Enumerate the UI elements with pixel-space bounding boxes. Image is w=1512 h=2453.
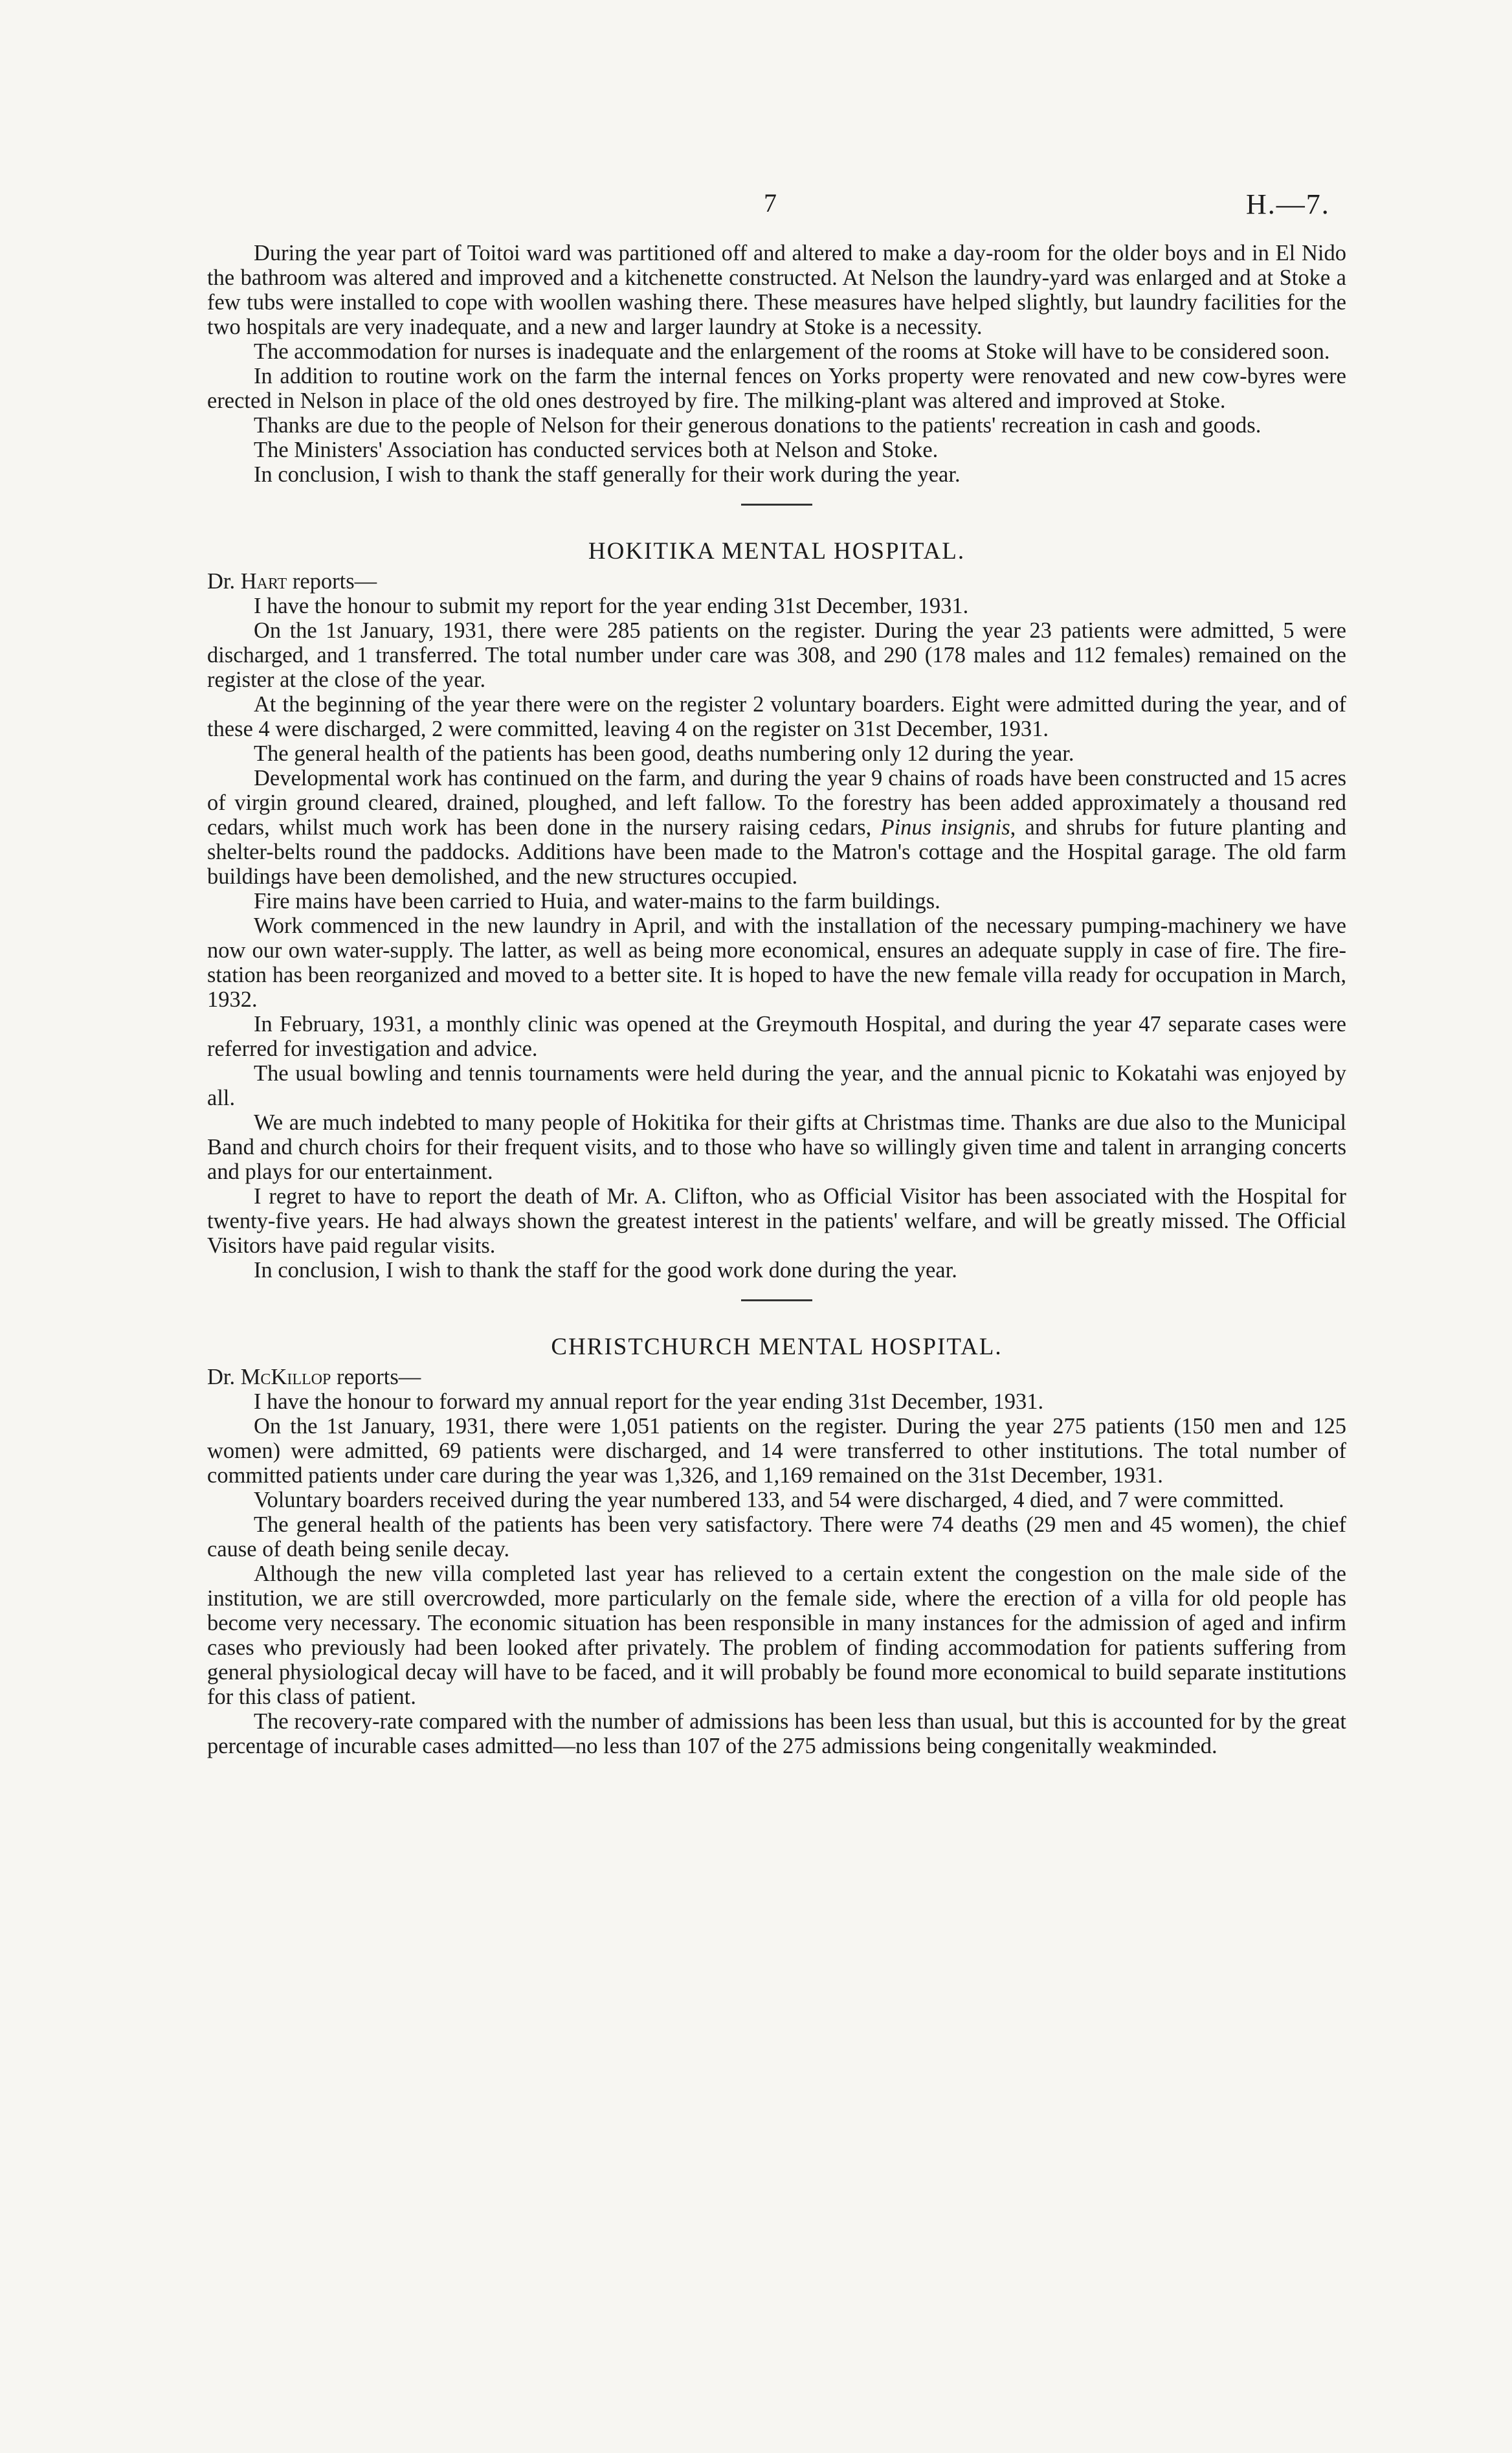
paragraph: We are much indebted to many people of Hokitika for their gifts at Christmas time. Thanks are due also to the Municipal Band and church choirs for their frequent visits, and to those who have so willingly given time and talent in arranging concerts and plays for our entertainment.: [207, 1110, 1346, 1184]
paragraph: The accommodation for nurses is inadequate and the enlargement of the rooms at Stoke will have to be considered soon.: [254, 339, 1330, 364]
paragraph: I have the honour to submit my report for the year ending 31st December, 1931.: [254, 594, 969, 618]
paragraph: The recovery-rate compared with the number of admissions has been less than usual, but this is accounted for by the great percentage of incurable cases admitted—no less than 107 of the 275 admissions being congenitally weakminded.: [207, 1709, 1346, 1758]
paragraph: I regret to have to report the death of Mr. A. Clifton, who as Official Visitor has been associated with the Hospital for twenty-five years. He had always shown the greatest interest in the patients' welfare, and will be greatly missed. The Official Visitors have paid regular visits.: [207, 1184, 1346, 1258]
paragraph: In conclusion, I wish to thank the staff for the good work done during the year.: [254, 1258, 957, 1283]
reporter-line: [207, 1365, 1346, 1389]
section-divider: [741, 504, 812, 506]
section-divider: [741, 1299, 812, 1301]
paragraph: On the 1st January, 1931, there were 1,051 patients on the register. During the year 275 patients (150 men and 125 women) were admitted, 69 patients were discharged, and 14 were transferred to other institutions. The total number of committed patients under care during the year was 1,326, and 1,169 remained on the 31st December, 1931.: [207, 1414, 1346, 1488]
paragraph: The general health of the patients has been good, deaths numbering only 12 during the year.: [254, 741, 1074, 766]
paragraph: Work commenced in the new laundry in April, and with the installation of the necessary pumping-machinery we have now our own water-supply. The latter, as well as being more economical, ensures an adequate supply in case of fire. The fire-station has been reorganized and moved to a better site. It is hoped to have the new female villa ready for occupation in March, 1932.: [207, 913, 1346, 1012]
section-title: CHRISTCHURCH MENTAL HOSPITAL.: [551, 1334, 1003, 1360]
paragraph: On the 1st January, 1931, there were 285 patients on the register. During the year 23 patients were admitted, 5 were discharged, and 1 transferred. The total number under care was 308, and 290 (178 males and 112 females) remained on the register at the close of the year.: [207, 618, 1346, 692]
text-run: , and shrubs for future planting and shelter-belts round the paddocks. Additions have been made to the Matron's cottage and the Hospital garage. The old farm buildings have been demolished, and the new structures occupied.: [207, 815, 1346, 889]
paragraph: In addition to routine work on the farm the internal fences on Yorks property were renovated and new cow-byres were erected in Nelson in place of the old ones destroyed by fire. The milking-plant was altered and improved at Stoke.: [207, 364, 1346, 413]
page-number: 7: [764, 188, 777, 218]
paragraph: The usual bowling and tennis tournaments were held during the year, and the annual picnic to Kokatahi was enjoyed by all.: [207, 1061, 1346, 1110]
section-title: HOKITIKA MENTAL HOSPITAL.: [588, 538, 966, 565]
paragraph: In February, 1931, a monthly clinic was opened at the Greymouth Hospital, and during the year 47 separate cases were referred for investigation and advice.: [207, 1012, 1346, 1061]
paragraph: Voluntary boarders received during the year numbered 133, and 54 were discharged, 4 died, and 7 were committed.: [254, 1488, 1284, 1512]
reporter-name: Hart: [240, 569, 287, 594]
reporter-suffix: reports—: [331, 1365, 421, 1389]
reporter-name: McKillop: [240, 1365, 331, 1389]
body-text: [207, 241, 1346, 1758]
paragraph: At the beginning of the year there were on the register 2 voluntary boarders. Eight were admitted during the year, and of these 4 were discharged, 2 were committed, leaving 4 on the register on 31st December, 1931.: [207, 692, 1346, 741]
paragraph: The Ministers' Association has conducted services both at Nelson and Stoke.: [254, 438, 939, 462]
reporter-prefix: Dr.: [207, 1365, 241, 1389]
italic-species-name: Pinus insignis: [880, 815, 1010, 840]
paragraph: [207, 766, 1346, 889]
paragraph: The general health of the patients has been very satisfactory. There were 74 deaths (29 men and 45 women), the chief cause of death being senile decay.: [207, 1512, 1346, 1562]
reporter-suffix: reports—: [287, 569, 377, 594]
page-header: [0, 188, 1512, 227]
hokitika-section: [207, 539, 1346, 1283]
paragraph: Thanks are due to the people of Nelson for their generous donations to the patients' recreation in cash and goods.: [254, 413, 1262, 438]
christchurch-section: [207, 1335, 1346, 1758]
paragraph: In conclusion, I wish to thank the staff generally for their work during the year.: [254, 462, 961, 487]
document-reference: H.—7.: [1246, 188, 1330, 220]
reporter-line: [207, 569, 1346, 594]
paragraph: During the year part of Toitoi ward was partitioned off and altered to make a day-room for the older boys and in El Nido the bathroom was altered and improved and a kitchenette constructed. At Nelson the laundry-yard was enlarged and at Stoke a few tubs were installed to cope with woollen washing there. These measures have helped slightly, but laundry facilities for the two hospitals are very inadequate, and a new and larger laundry at Stoke is a necessity.: [207, 241, 1346, 339]
paragraph: Fire mains have been carried to Huia, and water-mains to the farm buildings.: [254, 889, 940, 913]
reporter-prefix: Dr.: [207, 569, 241, 594]
nelson-section: [207, 241, 1346, 487]
paragraph: Although the new villa completed last year has relieved to a certain extent the congestion on the male side of the institution, we are still overcrowded, more particularly on the female side, where the erection of a villa for old people has become very necessary. The economic situation has been responsible in many instances for the admission of aged and infirm cases who previously had been looked after privately. The problem of finding accommodation for patients suffering from general physiological decay will have to be faced, and it will probably be found more economical to build separate institutions for this class of patient.: [207, 1562, 1346, 1709]
paragraph: I have the honour to forward my annual report for the year ending 31st December, 1931.: [254, 1389, 1044, 1414]
text-run: Developmental work has continued on the farm, and during the year 9 chains of roads have been constructed and 15 acres of virgin ground cleared, drained, ploughed, and left fallow. To the forestry has been added approximately a thousand red cedars, whilst much work has been done in the nursery raising cedars,: [207, 766, 1346, 840]
